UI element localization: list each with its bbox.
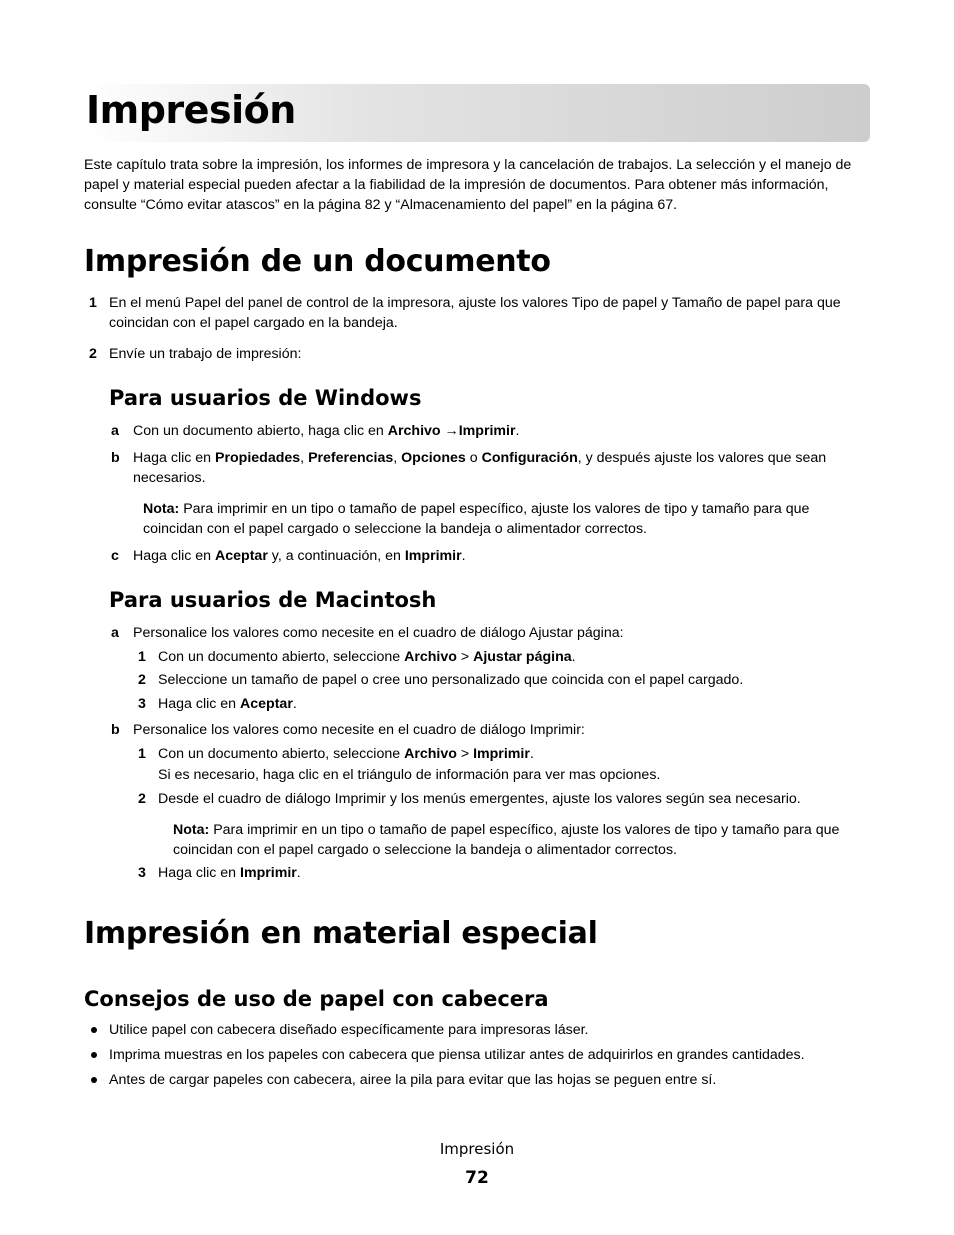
step-text: Con un documento abierto, haga clic en Archivo →Imprimir. — [133, 423, 520, 439]
step-letter: a — [111, 423, 119, 439]
step-text: Haga clic en Propiedades, Preferencias, Opciones o Configuración, y después ajuste los valores que sean necesarios. — [133, 450, 827, 486]
step-number: 3 — [138, 865, 146, 881]
step-text: Haga clic en Aceptar. — [158, 696, 297, 712]
subsection-title-letterhead: Consejos de uso de papel con cabecera — [84, 987, 549, 1011]
step-number: 1 — [138, 649, 146, 665]
list-item: Antes de cargar papeles con cabecera, airee la pila para evitar que las hojas se peguen entre sí. — [109, 1072, 717, 1088]
step-text: Haga clic en Imprimir. — [158, 865, 301, 881]
arrow-icon: → — [444, 423, 459, 439]
step-text: Haga clic en Aceptar y, a continuación, en Imprimir. — [133, 548, 466, 564]
step-text: En el menú Papel del panel de control de la impresora, ajuste los valores Tipo de papel y Tamaño de papel para que coincidan con el papel cargado en la bandeja. — [109, 295, 841, 331]
step-letter: c — [111, 548, 119, 564]
footer-chapter-label: Impresión — [439, 1140, 515, 1158]
step-letter: b — [111, 722, 120, 738]
note: Nota: Para imprimir en un tipo o tamaño de papel específico, ajuste los valores de tipo y tamaño para que coincidan con el papel cargado o seleccione la bandeja o alimentador correctos. — [173, 822, 840, 858]
step-text: Personalice los valores como necesite en el cuadro de diálogo Ajustar página: — [133, 625, 624, 641]
step-text: Con un documento abierto, seleccione Archivo > Ajustar página. — [158, 649, 576, 665]
step-text: Envíe un trabajo de impresión: — [109, 346, 302, 362]
step-text: Seleccione un tamaño de papel o cree uno personalizado que coincida con el papel cargado. — [158, 672, 744, 688]
step-text-line: Si es necesario, haga clic en el triángulo de información para ver mas opciones. — [158, 767, 661, 783]
step-number: 2 — [89, 346, 97, 362]
step-letter: a — [111, 625, 119, 641]
step-number: 2 — [138, 791, 146, 807]
chapter-title: Impresión — [86, 88, 296, 132]
step-letter: b — [111, 450, 120, 466]
intro-paragraph: Este capítulo trata sobre la impresión, los informes de impresora y la cancelación de trabajos. La selección y el manejo de papel y material especial pueden afectar a la fiabilidad de la impresión de documentos. Para obtener más información, consulte “Cómo evitar atascos” en la página 82 y “Almacenamiento del papel” en la página 67. — [84, 157, 852, 213]
step-number: 1 — [138, 746, 146, 762]
list-item: Imprima muestras en los papeles con cabecera que piensa utilizar antes de adquirirlos en grandes cantidades. — [109, 1047, 805, 1063]
list-item: Utilice papel con cabecera diseñado específicamente para impresoras láser. — [109, 1022, 589, 1038]
bullet-icon — [91, 1077, 97, 1083]
subsection-title-windows: Para usuarios de Windows — [109, 386, 422, 410]
note: Nota: Para imprimir en un tipo o tamaño de papel específico, ajuste los valores de tipo y tamaño para que coincidan con el papel cargado o seleccione la bandeja o alimentador correctos. — [143, 501, 810, 537]
section-title-special-media: Impresión en material especial — [84, 916, 598, 951]
section-title-print-document: Impresión de un documento — [84, 244, 551, 279]
subsection-title-macintosh: Para usuarios de Macintosh — [109, 588, 437, 612]
step-text: Con un documento abierto, seleccione Archivo > Imprimir. — [158, 746, 534, 762]
step-number: 3 — [138, 696, 146, 712]
step-number: 1 — [89, 295, 97, 311]
step-number: 2 — [138, 672, 146, 688]
bullet-icon — [91, 1052, 97, 1058]
page-number: 72 — [465, 1168, 489, 1188]
step-text: Personalice los valores como necesite en el cuadro de diálogo Imprimir: — [133, 722, 585, 738]
bullet-icon — [91, 1027, 97, 1033]
step-text: Desde el cuadro de diálogo Imprimir y los menús emergentes, ajuste los valores según sea necesario. — [158, 791, 801, 807]
